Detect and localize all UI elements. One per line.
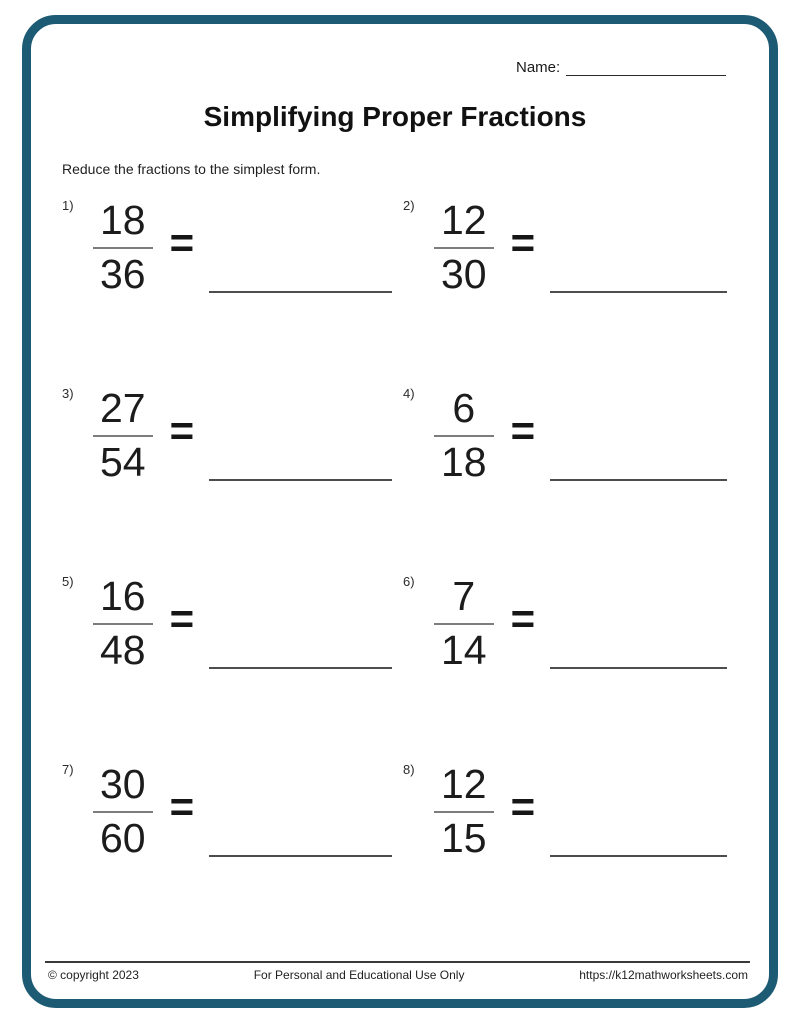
fraction-denominator: 36 [93,247,153,295]
fraction-numerator: 12 [441,197,487,243]
fraction-numerator: 12 [441,761,487,807]
fraction-denominator: 60 [93,811,153,859]
footer-url: https://k12mathworksheets.com [579,968,748,982]
problem-number: 6) [403,574,415,589]
problem-8 [403,760,738,860]
problem-number: 7) [62,762,74,777]
problem-7 [62,760,403,860]
fraction-numerator: 7 [452,573,476,619]
footer-divider [45,961,750,963]
fraction-denominator: 15 [434,811,494,859]
fraction [434,196,494,295]
equals-sign: = [169,219,195,266]
equals-sign: = [169,407,195,454]
equals-sign: = [510,595,536,642]
problem-number: 1) [62,198,74,213]
answer-blank-line[interactable] [209,196,392,293]
problem-number: 2) [403,198,415,213]
problem-1 [62,196,403,296]
equals-sign: = [510,783,536,830]
fraction-denominator: 30 [434,247,494,295]
fraction [434,384,494,483]
fraction [93,572,153,671]
problems-grid [62,196,738,948]
fraction-numerator: 30 [100,761,146,807]
problem-6 [403,572,738,672]
problem-4 [403,384,738,484]
fraction-numerator: 6 [452,385,476,431]
problem-2 [403,196,738,296]
problem-5 [62,572,403,672]
answer-blank-line[interactable] [550,572,727,669]
fraction-denominator: 14 [434,623,494,671]
answer-blank-line[interactable] [209,384,392,481]
name-blank-line[interactable] [566,58,726,76]
fraction-numerator: 18 [100,197,146,243]
equals-sign: = [510,219,536,266]
fraction [434,760,494,859]
problem-number: 4) [403,386,415,401]
answer-blank-line[interactable] [209,760,392,857]
fraction-denominator: 54 [93,435,153,483]
name-label: Name: [516,59,561,76]
fraction-denominator: 48 [93,623,153,671]
fraction [434,572,494,671]
answer-blank-line[interactable] [209,572,392,669]
footer-copyright: © copyright 2023 [48,968,139,982]
fraction-denominator: 18 [434,435,494,483]
equals-sign: = [169,783,195,830]
answer-blank-line[interactable] [550,196,727,293]
problem-number: 3) [62,386,74,401]
instruction-text: Reduce the fractions to the simplest form. [62,161,321,177]
fraction [93,196,153,295]
fraction-numerator: 27 [100,385,146,431]
problem-number: 8) [403,762,415,777]
answer-blank-line[interactable] [550,384,727,481]
page-title: Simplifying Proper Fractions [203,101,587,132]
name-field [516,58,726,76]
problem-number: 5) [62,574,74,589]
fraction [93,760,153,859]
fraction [93,384,153,483]
answer-blank-line[interactable] [550,760,727,857]
footer-usage-text: For Personal and Educational Use Only [253,968,465,982]
fraction-numerator: 16 [100,573,146,619]
problem-3 [62,384,403,484]
equals-sign: = [510,407,536,454]
equals-sign: = [169,595,195,642]
footer [48,968,748,982]
